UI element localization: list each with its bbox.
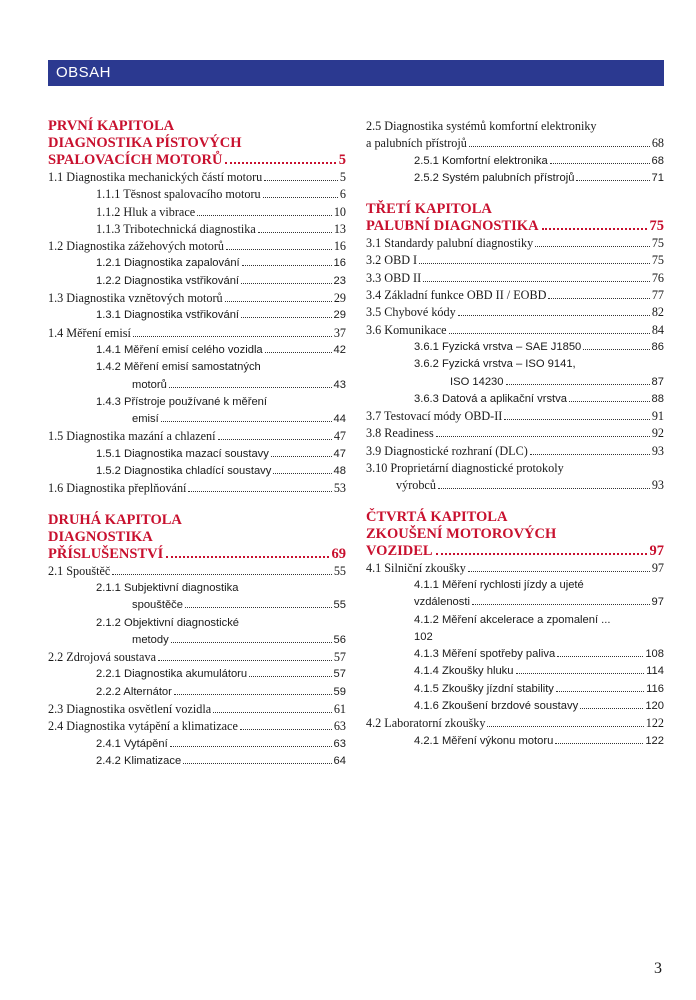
entry-label: 1.6 Diagnostika přeplňování (48, 481, 187, 496)
entry-page: 56 (333, 633, 346, 646)
toc-entry[interactable] (48, 649, 346, 666)
toc-entry[interactable] (366, 356, 664, 373)
toc-entry[interactable] (48, 736, 346, 753)
entry-label: 3.9 Diagnostické rozhraní (DLC) (366, 443, 528, 458)
dot-leader (242, 265, 332, 266)
dot-leader (436, 436, 650, 437)
header-bar (48, 60, 664, 86)
entry-label: výrobců (396, 478, 436, 493)
toc-entry[interactable] (48, 342, 346, 359)
entry-label: 1.3.1 Diagnostika vstřikování (96, 309, 240, 322)
toc-entry[interactable] (366, 252, 664, 269)
entry-label: 1.4 Měření emisí (48, 325, 131, 340)
entry-label: 1.1.3 Tribotechnická diagnostika (96, 221, 256, 236)
dot-leader (240, 729, 332, 730)
dot-leader (271, 456, 332, 457)
toc-entry[interactable] (366, 460, 664, 477)
entry-page: 68 (651, 154, 664, 167)
dot-leader (580, 708, 643, 709)
entry-page: 108 (645, 648, 664, 661)
toc-entry[interactable] (366, 646, 664, 663)
entry-page: 29 (333, 291, 346, 306)
chapter-subtitle: ZKOUŠENÍ MOTOROVÝCH (366, 525, 557, 542)
entry-page: 6 (339, 187, 346, 202)
dot-leader (263, 197, 338, 198)
entry-label: 2.2.1 Diagnostika akumulátoru (96, 668, 248, 681)
entry-label: 2.4.2 Klimatizace (96, 754, 182, 767)
entry-page: 47 (333, 447, 346, 460)
toc-entry[interactable] (48, 753, 346, 770)
entry-page: 88 (651, 392, 664, 405)
entry-page: 63 (333, 737, 346, 750)
entry-page: 37 (333, 325, 346, 340)
entry-label: ISO 14230 (450, 375, 504, 388)
entry-label: 3.6 Komunikace (366, 322, 447, 337)
entry-label: 4.1 Silniční zkoušky (366, 560, 466, 575)
header-title: OBSAH (56, 64, 112, 81)
entry-label: 1.2.1 Diagnostika zapalování (96, 257, 240, 270)
dot-leader (171, 642, 332, 643)
dot-leader (438, 488, 650, 489)
chapter-2-continued (366, 118, 664, 187)
dot-leader (469, 146, 650, 147)
dot-leader (188, 491, 331, 492)
toc-entry[interactable] (366, 612, 664, 629)
entry-page: 116 (646, 682, 664, 695)
toc-entry[interactable] (48, 204, 346, 221)
dot-leader (213, 712, 332, 713)
dot-leader (472, 604, 650, 605)
entry-label: 4.1.5 Zkoušky jízdní stability (414, 682, 554, 695)
toc-entry[interactable] (366, 698, 664, 715)
entry-page: 5 (339, 170, 346, 184)
entry-label: 2.2.2 Alternátor (96, 685, 172, 698)
entry-label: a palubních přístrojů (366, 136, 467, 151)
toc-entry[interactable] (366, 715, 664, 732)
chapter-2 (48, 512, 346, 771)
toc-entry[interactable] (366, 235, 664, 252)
entry-page: 84 (651, 322, 664, 337)
entry-label: 1.5.2 Diagnostika chladící soustavy (96, 465, 272, 478)
entry-page: 97 (651, 596, 664, 609)
chapter-subtitle: DIAGNOSTIKA PÍSTOVÝCH (48, 135, 242, 151)
entry-page: 75 (651, 236, 664, 251)
entry-label: emisí (132, 413, 159, 426)
toc-entry[interactable] (48, 701, 346, 718)
entry-page: 87 (651, 375, 664, 388)
entry-page: 42 (333, 343, 346, 356)
entry-page: 57 (333, 650, 346, 665)
spacer (366, 495, 664, 509)
dot-leader (436, 553, 647, 555)
toc-entry[interactable] (366, 304, 664, 321)
chapter-subtitle: PŘÍSLUŠENSTVÍ (48, 545, 164, 562)
dot-leader (185, 607, 332, 608)
toc-entry[interactable] (48, 684, 346, 701)
entry-label: 2.5.2 Systém palubních přístrojů (414, 171, 575, 184)
toc-entry[interactable] (48, 255, 346, 272)
dot-leader (569, 401, 650, 402)
entry-page: 68 (651, 136, 664, 151)
entry-page: 93 (651, 443, 664, 458)
toc-entry[interactable] (366, 443, 664, 460)
entry-label: 3.6.1 Fyzická vrstva – SAE J1850 (414, 340, 582, 353)
right-column (366, 118, 664, 750)
toc-entry-cont[interactable] (366, 374, 664, 391)
chapter-4 (366, 509, 664, 750)
spacer (366, 187, 664, 201)
toc-entry[interactable] (48, 221, 346, 238)
toc-entry-cont[interactable] (366, 594, 664, 611)
dot-leader (449, 333, 650, 334)
spacer (48, 498, 346, 512)
dot-leader (583, 349, 649, 350)
toc-entry-cont[interactable] (48, 377, 346, 394)
entry-page: 122 (645, 716, 664, 731)
entry-label: 1.3 Diagnostika vznětových motorů (48, 291, 223, 306)
entry-page: 77 (651, 288, 664, 303)
toc-entry[interactable] (48, 169, 346, 186)
dot-leader (158, 660, 332, 661)
toc-entry[interactable] (366, 270, 664, 287)
entry-page: 114 (646, 665, 664, 678)
chapter-subtitle-line[interactable] (366, 218, 664, 235)
toc-entry-cont[interactable] (48, 632, 346, 649)
entry-page: 75 (651, 253, 664, 268)
entry-label: 3.5 Chybové kódy (366, 305, 456, 320)
dot-leader (265, 352, 332, 353)
toc-entry[interactable] (48, 463, 346, 480)
entry-page: 93 (651, 478, 664, 493)
entry-label: 3.1 Standardy palubní diagnostiky (366, 236, 534, 251)
entry-label: motorů (132, 378, 167, 391)
entry-label: 2.1.1 Subjektivní diagnostika (96, 581, 239, 594)
dot-leader (555, 743, 643, 744)
toc-entry-cont[interactable] (48, 597, 346, 614)
toc-entry[interactable] (366, 577, 664, 594)
entry-label: 1.1.2 Hluk a vibrace (96, 204, 196, 219)
dot-leader (556, 691, 644, 692)
entry-page: 55 (333, 563, 346, 578)
toc-entry[interactable] (48, 238, 346, 255)
entry-label: 1.5 Diagnostika mazání a chlazení (48, 429, 216, 444)
entry-page: 29 (333, 309, 346, 322)
entry-page: 23 (333, 274, 346, 287)
toc-entry[interactable] (366, 681, 664, 698)
toc-entry[interactable] (366, 339, 664, 356)
entry-label: 2.3 Diagnostika osvětlení vozidla (48, 702, 212, 717)
dot-leader (241, 283, 332, 284)
dot-leader (542, 228, 647, 230)
chapter-subtitle-line[interactable] (48, 546, 346, 563)
dot-leader (264, 180, 338, 181)
toc-entry[interactable] (48, 394, 346, 411)
toc-entry[interactable] (48, 666, 346, 683)
toc-entry[interactable] (366, 560, 664, 577)
dot-leader (197, 215, 332, 216)
chapter-subtitle: DIAGNOSTIKA (48, 528, 153, 545)
toc-entry[interactable] (48, 186, 346, 203)
chapter-page: 5 (338, 152, 346, 168)
toc-entry[interactable] (48, 307, 346, 324)
entry-page: 44 (333, 413, 346, 426)
dot-leader (550, 163, 650, 164)
entry-page: 120 (645, 700, 664, 713)
chapter-subtitle-line[interactable] (48, 152, 346, 169)
dot-leader (166, 556, 328, 558)
toc-entry-cont[interactable] (366, 477, 664, 494)
dot-leader (249, 676, 331, 677)
chapter-title: PRVNÍ KAPITOLA (48, 118, 175, 134)
entry-label: 4.1.1 Měření rychlosti jízdy a ujeté (414, 578, 584, 591)
dot-leader (161, 421, 332, 422)
dot-leader (174, 694, 332, 695)
dot-leader (419, 263, 650, 264)
entry-page: 59 (333, 685, 346, 698)
dot-leader (133, 336, 332, 337)
dot-leader (506, 384, 650, 385)
dot-leader (557, 656, 643, 657)
dot-leader (468, 571, 650, 572)
dot-leader (112, 574, 332, 575)
dot-leader (548, 298, 649, 299)
entry-label: 1.4.1 Měření emisí celého vozidla (96, 343, 263, 356)
entry-page: 47 (333, 429, 346, 444)
entry-label: 4.1.2 Měření akcelerace a zpomalení ... (414, 613, 611, 626)
entry-page: 10 (333, 204, 346, 219)
entry-page: 82 (651, 305, 664, 320)
toc-entry[interactable] (366, 425, 664, 442)
entry-label: spouštěče (132, 599, 183, 612)
entry-label: 102 (414, 630, 433, 643)
dot-leader (218, 439, 332, 440)
toc-entry[interactable] (366, 322, 664, 339)
entry-label: 3.4 Základní funkce OBD II / EOBD (366, 288, 547, 303)
entry-label: 3.7 Testovací módy OBD-II (366, 409, 503, 424)
toc-entry[interactable] (48, 718, 346, 735)
entry-label: 3.6.3 Datová a aplikační vrstva (414, 392, 567, 405)
dot-leader (170, 746, 332, 747)
entry-label: 1.1 Diagnostika mechanických částí motoru (48, 170, 263, 184)
entry-page: 16 (333, 257, 346, 270)
entry-label: 1.4.2 Měření emisí samostatných (96, 361, 261, 374)
dot-leader (504, 419, 649, 420)
toc-entry[interactable] (366, 733, 664, 750)
toc-entry[interactable] (366, 118, 664, 135)
entry-page: 43 (333, 378, 346, 391)
entry-label: 4.2.1 Měření výkonu motoru (414, 734, 554, 747)
entry-page: 92 (651, 426, 664, 441)
entry-label: 1.2.2 Diagnostika vstřikování (96, 274, 240, 287)
toc-entry[interactable] (48, 428, 346, 445)
toc-entry-cont[interactable] (48, 411, 346, 428)
toc-entry[interactable] (366, 287, 664, 304)
toc-entry[interactable] (48, 480, 346, 497)
dot-leader (423, 281, 650, 282)
dot-leader (576, 180, 649, 181)
entry-label: 1.4.3 Přístroje používané k měření (96, 395, 268, 408)
entry-label: 2.2 Zdrojová soustava (48, 650, 156, 665)
chapter-page: 97 (649, 542, 664, 559)
entry-page: 53 (333, 481, 346, 496)
toc-entry[interactable] (366, 391, 664, 408)
chapter-title: DRUHÁ KAPITOLA (48, 511, 182, 528)
entry-label: 1.5.1 Diagnostika mazací soustavy (96, 447, 269, 460)
toc-entry[interactable] (366, 153, 664, 170)
dot-leader (226, 249, 332, 250)
dot-leader (183, 763, 331, 764)
toc-entry[interactable] (48, 273, 346, 290)
entry-page: 63 (333, 719, 346, 734)
dot-leader (487, 726, 643, 727)
dot-leader (225, 301, 332, 302)
entry-page: 71 (651, 171, 664, 184)
entry-label: 3.8 Readiness (366, 426, 434, 441)
entry-label: 4.1.6 Zkoušení brzdové soustavy (414, 700, 579, 713)
entry-page: 64 (333, 754, 346, 767)
dot-leader (273, 473, 331, 474)
entry-label: 2.5.1 Komfortní elektronika (414, 154, 548, 167)
entry-label: 2.1.2 Objektivní diagnostické (96, 616, 240, 629)
dot-leader (535, 246, 650, 247)
entry-page: 13 (333, 221, 346, 236)
entry-label: 3.3 OBD II (366, 270, 422, 285)
toc-entry[interactable] (366, 663, 664, 680)
chapter-title: ČTVRTÁ KAPITOLA (366, 508, 508, 525)
entry-label: 4.2 Laboratorní zkoušky (366, 716, 486, 731)
entry-label: metody (132, 633, 169, 646)
entry-page: 86 (651, 340, 664, 353)
toc-entry[interactable] (366, 170, 664, 187)
toc-entry[interactable] (48, 325, 346, 342)
chapter-page: 75 (649, 218, 664, 235)
chapter-subtitle: PALUBNÍ DIAGNOSTIKA (366, 218, 539, 235)
chapter-page: 69 (331, 545, 346, 562)
dot-leader (241, 317, 332, 318)
toc-entry-cont[interactable] (366, 629, 664, 646)
chapter-subtitle-line[interactable] (366, 543, 664, 560)
toc-entry[interactable] (48, 563, 346, 580)
chapter-title: TŘETÍ KAPITOLA (366, 201, 492, 218)
dot-leader (458, 315, 650, 316)
toc-entry-cont[interactable] (366, 135, 664, 152)
dot-leader (516, 673, 645, 674)
toc-entry[interactable] (48, 359, 346, 376)
toc-entry[interactable] (48, 446, 346, 463)
entry-page: 91 (651, 409, 664, 424)
entry-label: 3.6.2 Fyzická vrstva – ISO 9141, (414, 358, 576, 371)
entry-label: 2.4 Diagnostika vytápění a klimatizace (48, 719, 238, 734)
chapter-subtitle: SPALOVACÍCH MOTORŮ (48, 152, 223, 168)
toc-entry[interactable] (48, 290, 346, 307)
entry-label: 1.1.1 Těsnost spalovacího motoru (96, 187, 261, 202)
entry-label: 3.10 Proprietární diagnostické protokoly (366, 461, 564, 476)
entry-page: 16 (333, 239, 346, 254)
entry-label: 2.4.1 Vytápění (96, 737, 168, 750)
entry-page: 57 (333, 668, 346, 681)
entry-label: 4.1.3 Měření spotřeby paliva (414, 648, 556, 661)
entry-page: 97 (651, 560, 664, 575)
chapter-1 (48, 118, 346, 498)
page-number: 3 (654, 960, 662, 977)
entry-page: 61 (333, 702, 346, 717)
dot-leader (530, 454, 650, 455)
entry-page: 76 (651, 270, 664, 285)
entry-label: 1.2 Diagnostika zážehových motorů (48, 239, 224, 254)
dot-leader (258, 232, 332, 233)
left-column (48, 118, 346, 770)
chapter-3 (366, 201, 664, 494)
toc-entry[interactable] (48, 580, 346, 597)
toc-entry[interactable] (366, 408, 664, 425)
entry-label: 4.1.4 Zkoušky hluku (414, 665, 514, 678)
entry-label: vzdálenosti (414, 596, 470, 609)
entry-page: 48 (333, 465, 346, 478)
dot-leader (225, 162, 335, 164)
dot-leader (169, 387, 332, 388)
entry-page: 55 (333, 599, 346, 612)
toc-entry[interactable] (48, 615, 346, 632)
entry-page: 122 (645, 734, 664, 747)
entry-label: 2.5 Diagnostika systémů komfortní elektroniky (366, 119, 597, 133)
entry-label: 3.2 OBD I (366, 253, 418, 268)
entry-label: 2.1 Spouštěč (48, 563, 111, 578)
chapter-subtitle: VOZIDEL (366, 542, 433, 559)
